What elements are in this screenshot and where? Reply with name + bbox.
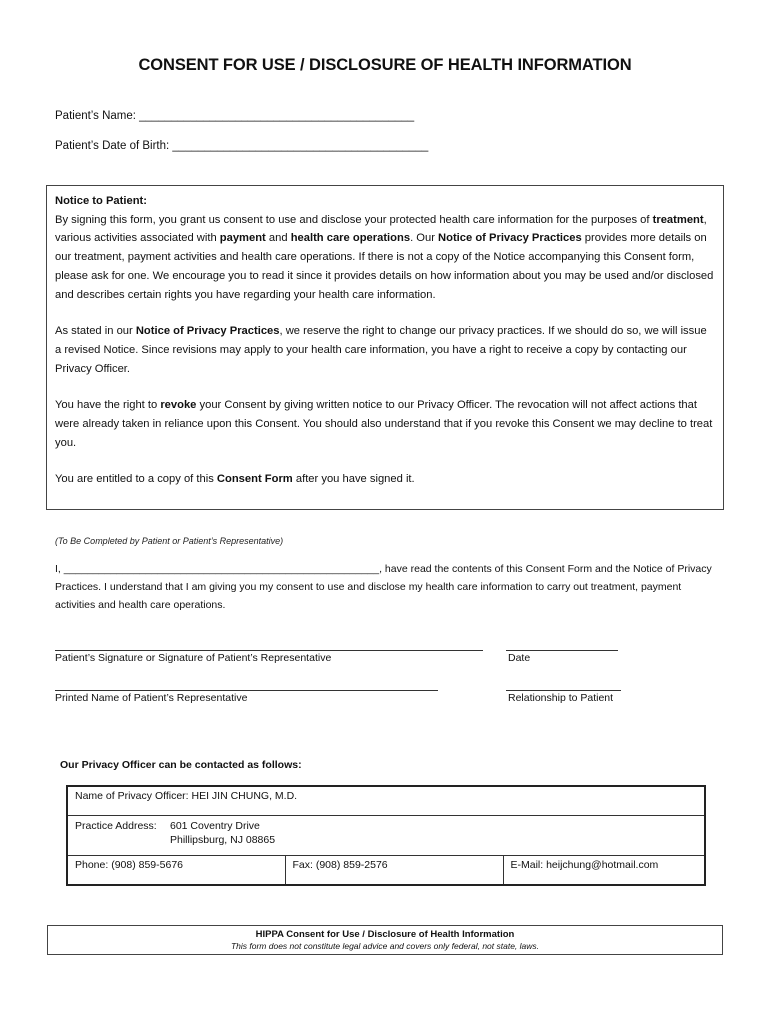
privacy-officer-table	[66, 785, 706, 886]
signature-label: Patient’s Signature or Signature of Patient’s Representative	[55, 652, 332, 664]
fax-cell: Fax: (908) 859-2576	[285, 855, 503, 885]
address-line-1: 601 Coventry Drive	[170, 819, 260, 832]
date-line[interactable]	[506, 641, 618, 651]
representative-note: (To Be Completed by Patient or Patient’s Representative)	[55, 536, 284, 546]
notice-paragraph-2: As stated in our Notice of Privacy Practices, we reserve the right to change our privacy practices. If we should do so, we will issue a revised Notice. Since revisions may apply to your health care information, you have a right to receive a copy by contacting our Privacy Officer.	[55, 325, 707, 375]
footer-box	[47, 925, 723, 955]
signature-line[interactable]	[55, 641, 483, 651]
notice-heading: Notice to Patient:	[55, 195, 147, 207]
date-label: Date	[508, 652, 531, 664]
acknowledgement-paragraph: I, ______________________________________________________, have read the contents of this Consent Form and the Notice of Privacy Practices. I understand that I am giving you my consent to use and disclose my health care information to carry out treatment, payment activities and health care operations.	[55, 563, 712, 611]
privacy-officer-name: Name of Privacy Officer: HEI JIN CHUNG, M.D.	[67, 786, 705, 815]
footer-title: HIPPA Consent for Use / Disclosure of Health Information	[255, 929, 515, 940]
patient-dob-field[interactable]: Patient’s Date of Birth: ________________________________________	[55, 140, 429, 152]
address-label: Practice Address:	[75, 819, 157, 832]
practice-address	[67, 815, 705, 855]
footer-disclaimer: This form does not constitute legal advice and covers only federal, not state, laws.	[230, 941, 540, 951]
printed-name-line[interactable]	[55, 681, 438, 691]
relationship-label: Relationship to Patient	[508, 692, 614, 704]
notice-paragraph-4: You are entitled to a copy of this Consent Form after you have signed it.	[55, 473, 415, 486]
page-title: CONSENT FOR USE / DISCLOSURE OF HEALTH INFORMATION	[138, 56, 632, 74]
privacy-officer-heading: Our Privacy Officer can be contacted as follows:	[60, 759, 302, 771]
notice-to-patient-box	[46, 185, 724, 510]
phone-cell: Phone: (908) 859-5676	[67, 855, 285, 885]
email-cell: E-Mail: heijchung@hotmail.com	[503, 855, 705, 885]
relationship-line[interactable]	[506, 681, 621, 691]
patient-name-field[interactable]: Patient’s Name: ___________________________________________	[55, 110, 415, 122]
printed-name-label: Printed Name of Patient’s Representative	[55, 692, 248, 704]
address-line-2: Phillipsburg, NJ 08865	[170, 833, 276, 846]
notice-paragraph-3: You have the right to revoke your Consent by giving written notice to our Privacy Officer. The revocation will not affect actions that were already taken in reliance upon this Consent. You should also understand that if you revoke this Consent we may decline to treat you.	[55, 399, 713, 449]
notice-paragraph-1: By signing this form, you grant us consent to use and disclose your protected health care information for the purposes of treatment, various activities associated with payment and health care operations. Our Notice of Privacy Practices provides more details on our treatment, payment activities and health care operations. If there is not a copy of the Notice accompanying this Consent form, please ask for one. We encourage you to read it since it provides details on how information about you may be used and/or disclosed and describes certain rights you have regarding your health care information.	[55, 213, 714, 301]
